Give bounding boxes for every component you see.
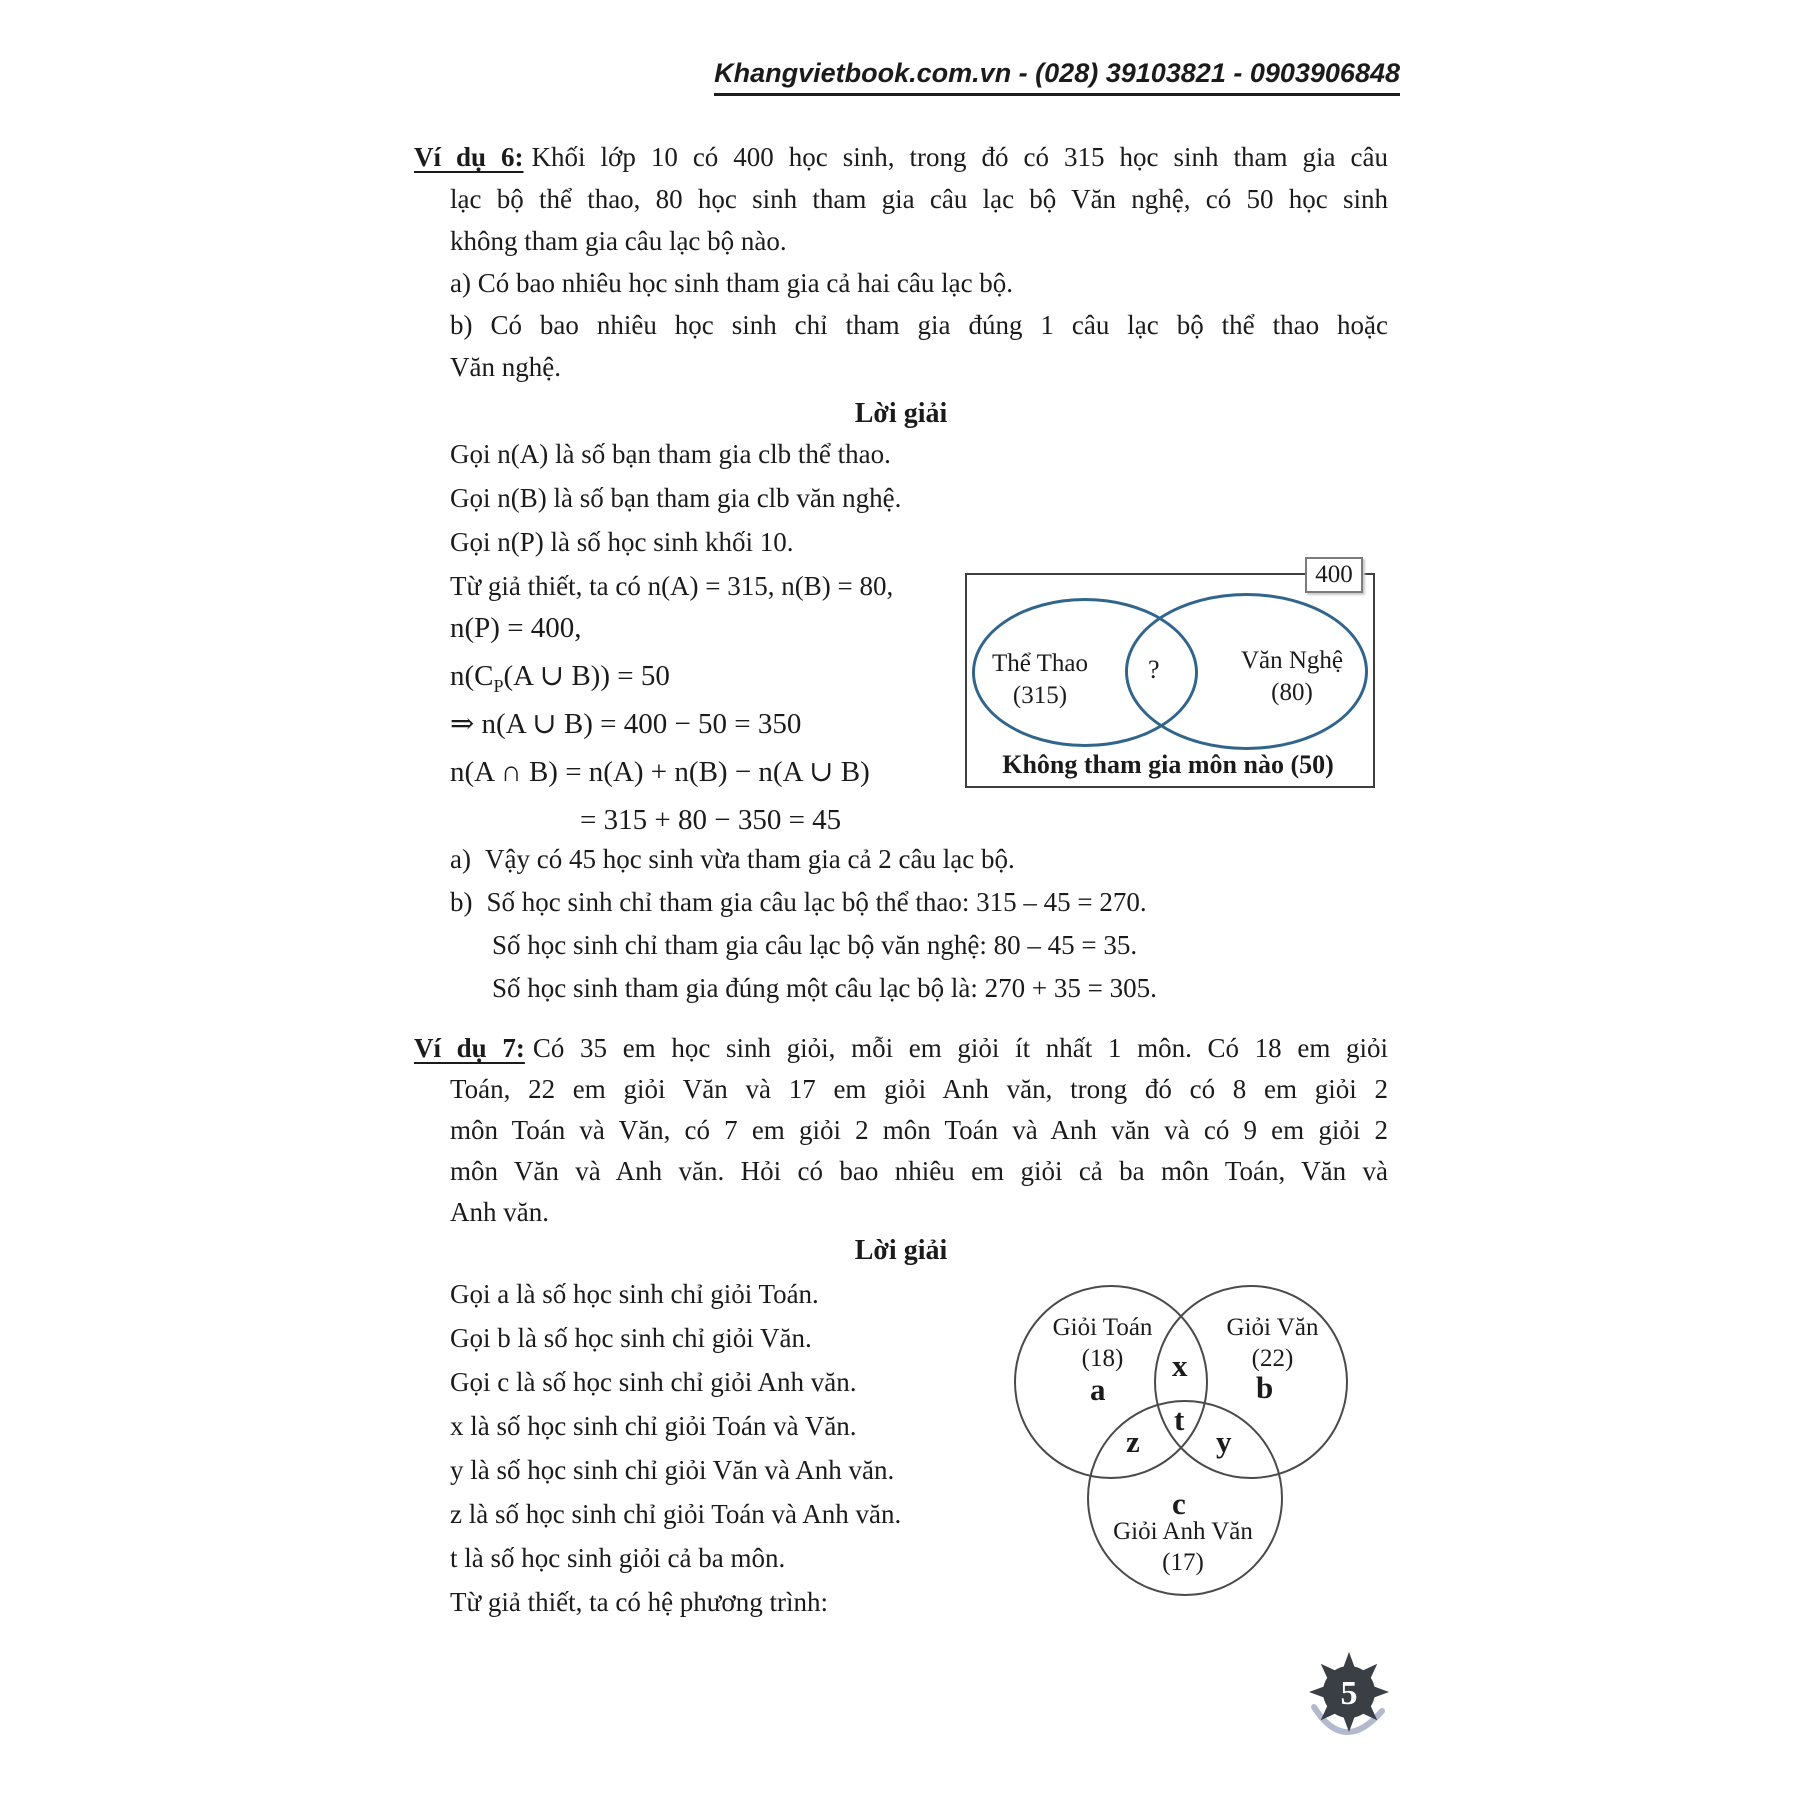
example6-equations bbox=[450, 604, 870, 844]
set-count: (18) bbox=[1081, 1345, 1124, 1372]
text-line bbox=[450, 1316, 1070, 1360]
text-line bbox=[450, 1272, 1070, 1316]
question-a bbox=[414, 262, 1388, 304]
set-name: Văn Nghệ bbox=[1240, 647, 1344, 674]
set-count: (80) bbox=[1271, 679, 1313, 706]
answer-b bbox=[450, 881, 1390, 924]
text-line bbox=[450, 1404, 1070, 1448]
example6-label: Ví dụ 6: bbox=[414, 142, 524, 172]
text-line bbox=[450, 1492, 1070, 1536]
text-line bbox=[450, 1536, 1070, 1580]
problem-text: Toán, 22 em giỏi Văn và 17 em giỏi Anh văn, trong đó có 8 em giỏi 2 bbox=[450, 1074, 1388, 1104]
text-line bbox=[414, 1028, 1388, 1069]
text-line bbox=[414, 1110, 1388, 1151]
text-line bbox=[414, 136, 1388, 178]
venn3-region-a: a bbox=[1090, 1372, 1106, 1407]
gear-spike bbox=[1309, 1685, 1328, 1699]
question-text: b) Có bao nhiêu học sinh chỉ tham gia đúng 1 câu lạc bộ thể thao hoặc bbox=[450, 310, 1388, 340]
problem-text: môn Toán và Văn, có 7 em giỏi 2 môn Toán và Anh văn và có 9 em giỏi 2 bbox=[450, 1115, 1388, 1145]
item-marker: a) bbox=[450, 844, 471, 874]
equation-text: n(C bbox=[450, 660, 494, 692]
venn2-universe-count: 400 bbox=[1305, 557, 1363, 593]
problem-text: Anh văn. bbox=[450, 1197, 549, 1227]
answer-b-line3 bbox=[450, 967, 1390, 1010]
solution-text: Gọi n(B) là số bạn tham gia clb văn nghệ. bbox=[450, 483, 902, 513]
text-line bbox=[414, 178, 1388, 220]
venn3-region-z: z bbox=[1126, 1424, 1140, 1459]
problem-text: không tham gia câu lạc bộ nào. bbox=[450, 226, 787, 256]
text-line bbox=[414, 1192, 1388, 1233]
set-name: Giỏi Anh Văn bbox=[1113, 1518, 1253, 1545]
solution-text: Gọi c là số học sinh chỉ giỏi Anh văn. bbox=[450, 1367, 857, 1397]
text-line bbox=[450, 432, 1390, 476]
equation-line bbox=[450, 652, 870, 700]
answer-b-line2 bbox=[450, 924, 1390, 967]
solution-text: Từ giả thiết, ta có n(A) = 315, n(B) = 80, bbox=[450, 571, 894, 601]
set-count: (22) bbox=[1251, 1345, 1294, 1372]
venn2-label-thethao bbox=[960, 648, 1120, 712]
page-number: 5 bbox=[1340, 1675, 1358, 1712]
answer-text: Số học sinh tham gia đúng một câu lạc bộ là: 270 + 35 = 305. bbox=[492, 973, 1157, 1003]
question-b-cont bbox=[414, 346, 1388, 388]
venn3-region-y: y bbox=[1216, 1424, 1232, 1459]
gear-spike bbox=[1342, 1652, 1356, 1671]
equation-text: (A ∪ B)) = 50 bbox=[503, 660, 670, 692]
venn3-region-t: t bbox=[1174, 1402, 1185, 1437]
venn3-region-b: b bbox=[1256, 1370, 1274, 1405]
venn2-label-vannghe bbox=[1212, 645, 1372, 709]
equation-line bbox=[450, 604, 870, 652]
equation-line bbox=[450, 796, 870, 844]
text-line bbox=[450, 520, 1390, 564]
venn3-label-toan bbox=[1025, 1312, 1180, 1374]
problem-text: lạc bộ thể thao, 80 học sinh tham gia câu lạc bộ Văn nghệ, có 50 học sinh bbox=[450, 184, 1388, 214]
answer-text: Số học sinh chỉ tham gia câu lạc bộ thể thao: 315 – 45 = 270. bbox=[486, 887, 1147, 917]
solution-text: z là số học sinh chỉ giỏi Toán và Anh văn. bbox=[450, 1499, 902, 1529]
solution-text: Gọi n(P) là số học sinh khối 10. bbox=[450, 527, 794, 557]
header-website-phone: Khangvietbook.com.vn - (028) 39103821 - 0903906848 bbox=[714, 58, 1400, 96]
text-line bbox=[414, 1069, 1388, 1110]
example7-solution bbox=[450, 1272, 1070, 1624]
text-line bbox=[450, 1580, 1070, 1624]
venn3-label-anhvan bbox=[1093, 1516, 1273, 1578]
answer-a bbox=[450, 838, 1390, 881]
text-line bbox=[414, 1151, 1388, 1192]
venn3-region-x: x bbox=[1172, 1348, 1188, 1383]
text-line bbox=[450, 476, 1390, 520]
answer-text: Số học sinh chỉ tham gia câu lạc bộ văn nghệ: 80 – 45 = 35. bbox=[492, 930, 1138, 960]
equation-text: = 315 + 80 − 350 = 45 bbox=[580, 804, 842, 836]
example7-label: Ví dụ 7: bbox=[414, 1033, 525, 1063]
answer-text: Vậy có 45 học sinh vừa tham gia cả 2 câu lạc bộ. bbox=[484, 844, 1015, 874]
equation-text: n(A ∩ B) = n(A) + n(B) − n(A ∪ B) bbox=[450, 756, 870, 788]
set-count: (17) bbox=[1162, 1549, 1204, 1576]
venn2-caption: Không tham gia môn nào (50) bbox=[1002, 750, 1334, 779]
venn2-intersection: ? bbox=[1148, 655, 1160, 684]
solution-text: y là số học sinh chỉ giỏi Văn và Anh văn. bbox=[450, 1455, 895, 1485]
equation-subscript: P bbox=[493, 676, 504, 696]
example6-answers bbox=[450, 838, 1390, 1010]
text-line bbox=[414, 220, 1388, 262]
question-text: Văn nghệ. bbox=[450, 352, 561, 382]
page-header bbox=[640, 58, 1400, 96]
set-name: Giỏi Toán bbox=[1052, 1314, 1153, 1341]
text-line bbox=[450, 1448, 1070, 1492]
solution-text: Gọi b là số học sinh chỉ giỏi Văn. bbox=[450, 1323, 812, 1353]
text-line bbox=[450, 1360, 1070, 1404]
example7-problem bbox=[414, 1028, 1388, 1233]
venn3-region-c: c bbox=[1172, 1486, 1186, 1521]
solution-heading-2: Lời giải bbox=[854, 1235, 948, 1266]
problem-text: Có 35 em học sinh giỏi, mỗi em giỏi ít nhất 1 môn. Có 18 em giỏi bbox=[532, 1033, 1388, 1063]
equation-line bbox=[450, 700, 870, 748]
item-marker: b) bbox=[450, 887, 473, 917]
solution-text: x là số học sinh chỉ giỏi Toán và Văn. bbox=[450, 1411, 857, 1441]
gear-spike bbox=[1370, 1685, 1389, 1699]
venn3-label-van bbox=[1195, 1312, 1350, 1374]
problem-text: môn Văn và Anh văn. Hỏi có bao nhiêu em giỏi cả ba môn Toán, Văn và bbox=[450, 1156, 1388, 1186]
page-number-badge bbox=[1302, 1645, 1412, 1755]
set-count: (315) bbox=[1012, 682, 1068, 709]
example6-problem bbox=[414, 136, 1388, 388]
solution-text: t là số học sinh giỏi cả ba môn. bbox=[450, 1543, 786, 1573]
problem-text: Khối lớp 10 có 400 học sinh, trong đó có 315 học sinh tham gia câu bbox=[531, 142, 1388, 172]
solution-text: Từ giả thiết, ta có hệ phương trình: bbox=[450, 1587, 828, 1617]
solution-heading-1: Lời giải bbox=[854, 398, 948, 429]
set-name: Giỏi Văn bbox=[1226, 1314, 1319, 1341]
solution-text: Gọi a là số học sinh chỉ giỏi Toán. bbox=[450, 1279, 819, 1309]
solution-text: Gọi n(A) là số bạn tham gia clb thể thao. bbox=[450, 439, 891, 469]
question-b bbox=[414, 304, 1388, 346]
equation-text: ⇒ n(A ∪ B) = 400 − 50 = 350 bbox=[450, 708, 802, 740]
set-name: Thể Thao bbox=[991, 650, 1089, 677]
equation-text: n(P) = 400, bbox=[450, 612, 582, 644]
question-text: a) Có bao nhiêu học sinh tham gia cả hai câu lạc bộ. bbox=[450, 268, 1014, 298]
equation-line bbox=[450, 748, 870, 796]
